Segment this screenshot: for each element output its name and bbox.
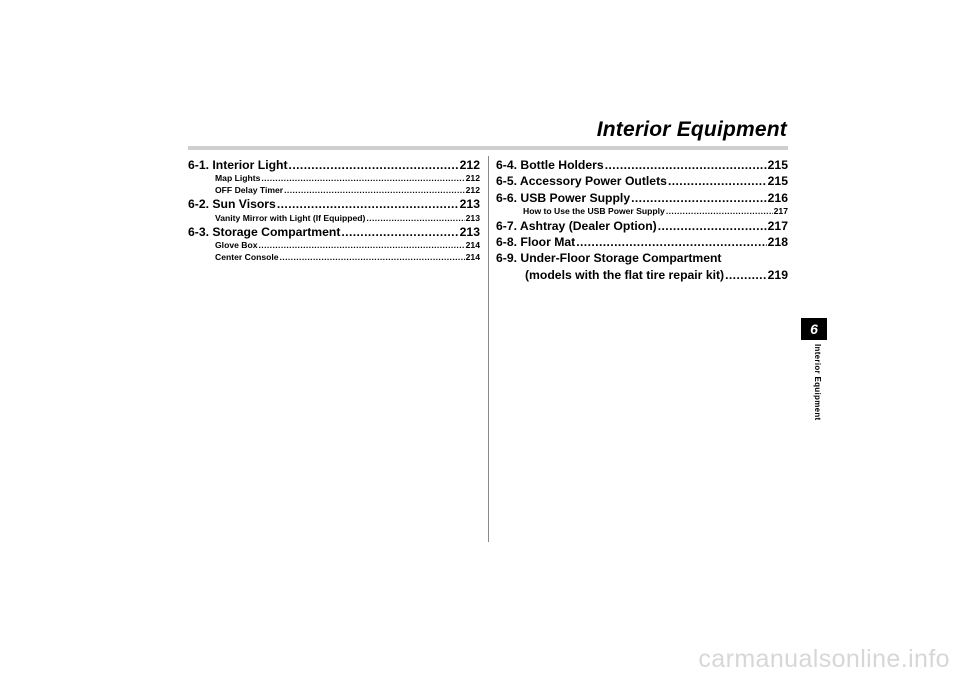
toc-entry-vanity-mirror[interactable] [188, 213, 480, 224]
leader-dots [259, 240, 465, 251]
toc-page-number: 216 [767, 190, 788, 205]
leader-dots [668, 173, 767, 189]
toc-right-column [496, 157, 788, 283]
leader-dots [289, 157, 459, 173]
toc-entry-how-to-use-usb[interactable] [496, 206, 788, 217]
toc-page-number: 215 [767, 158, 788, 172]
toc-page-number: 213 [459, 197, 480, 212]
leader-dots [366, 213, 464, 224]
watermark: carmanualsonline.info [698, 645, 950, 673]
toc-page-number: 214 [465, 251, 480, 262]
toc-entry-storage-compartment[interactable] [188, 224, 480, 240]
toc-label: 6-1. Interior Light [188, 158, 288, 172]
toc-page-number: 219 [767, 267, 788, 282]
leader-dots [576, 234, 766, 250]
toc-entry-sun-visors[interactable] [188, 196, 480, 212]
leader-dots [284, 185, 465, 196]
toc-page-number: 213 [465, 212, 480, 223]
toc-entry-off-delay-timer[interactable] [188, 185, 480, 196]
leader-dots [666, 206, 773, 217]
leader-dots [261, 173, 464, 184]
toc-label: OFF Delay Timer [215, 184, 284, 195]
toc-entry-accessory-power-outlets[interactable] [496, 173, 788, 189]
toc-label: Glove Box [215, 240, 258, 251]
toc-label: 6-3. Storage Compartment [188, 225, 341, 240]
chapter-tab-number[interactable]: 6 [801, 318, 827, 340]
toc-page-number: 214 [465, 240, 480, 251]
leader-dots [605, 157, 767, 173]
toc-page-number: 212 [459, 158, 480, 172]
toc-label: How to Use the USB Power Supply [523, 206, 665, 217]
toc-entry-center-console[interactable] [188, 252, 480, 263]
page-title: Interior Equipment [596, 118, 787, 141]
toc-page-number: 215 [767, 174, 788, 189]
toc-entry-glove-box[interactable] [188, 240, 480, 251]
toc-label: (models with the flat tire repair kit) [525, 267, 725, 282]
toc-page-number: 217 [767, 218, 788, 233]
toc-page-number: 218 [767, 235, 788, 250]
toc-entry-interior-light[interactable] [188, 157, 480, 173]
leader-dots [280, 252, 465, 263]
leader-dots [341, 224, 458, 240]
toc-entry-under-floor-storage-cont[interactable] [496, 267, 788, 283]
toc-label: Map Lights [215, 173, 261, 184]
leader-dots [277, 196, 459, 212]
toc-entry-ashtray[interactable] [496, 218, 788, 234]
toc-label: 6-6. USB Power Supply [496, 190, 631, 205]
toc-entry-map-lights[interactable] [188, 173, 480, 184]
toc-label: Vanity Mirror with Light (If Equipped) [215, 212, 366, 223]
leader-dots [725, 267, 767, 283]
toc-page-number: 212 [465, 173, 480, 184]
toc-entry-bottle-holders[interactable] [496, 157, 788, 173]
toc-label: 6-4. Bottle Holders [496, 158, 604, 172]
toc-page-number: 213 [459, 225, 480, 240]
toc-label: 6-5. Accessory Power Outlets [496, 174, 667, 189]
toc-label: Center Console [215, 251, 279, 262]
toc-entry-usb-power-supply[interactable] [496, 190, 788, 206]
column-divider [488, 156, 489, 542]
chapter-tab-label: Interior Equipment [813, 344, 822, 421]
title-rule [188, 146, 788, 150]
leader-dots [631, 190, 767, 206]
toc-label: 6-7. Ashtray (Dealer Option) [496, 218, 657, 233]
toc-label: 6-2. Sun Visors [188, 197, 276, 212]
toc-page-number: 217 [773, 206, 788, 217]
leader-dots [658, 218, 767, 234]
toc-left-column [188, 157, 480, 263]
toc-entry-under-floor-storage[interactable]: 6-9. Under-Floor Storage Compartment [496, 251, 722, 266]
toc-page-number: 212 [465, 184, 480, 195]
toc-label: 6-8. Floor Mat [496, 235, 576, 250]
toc-entry-floor-mat[interactable] [496, 234, 788, 250]
